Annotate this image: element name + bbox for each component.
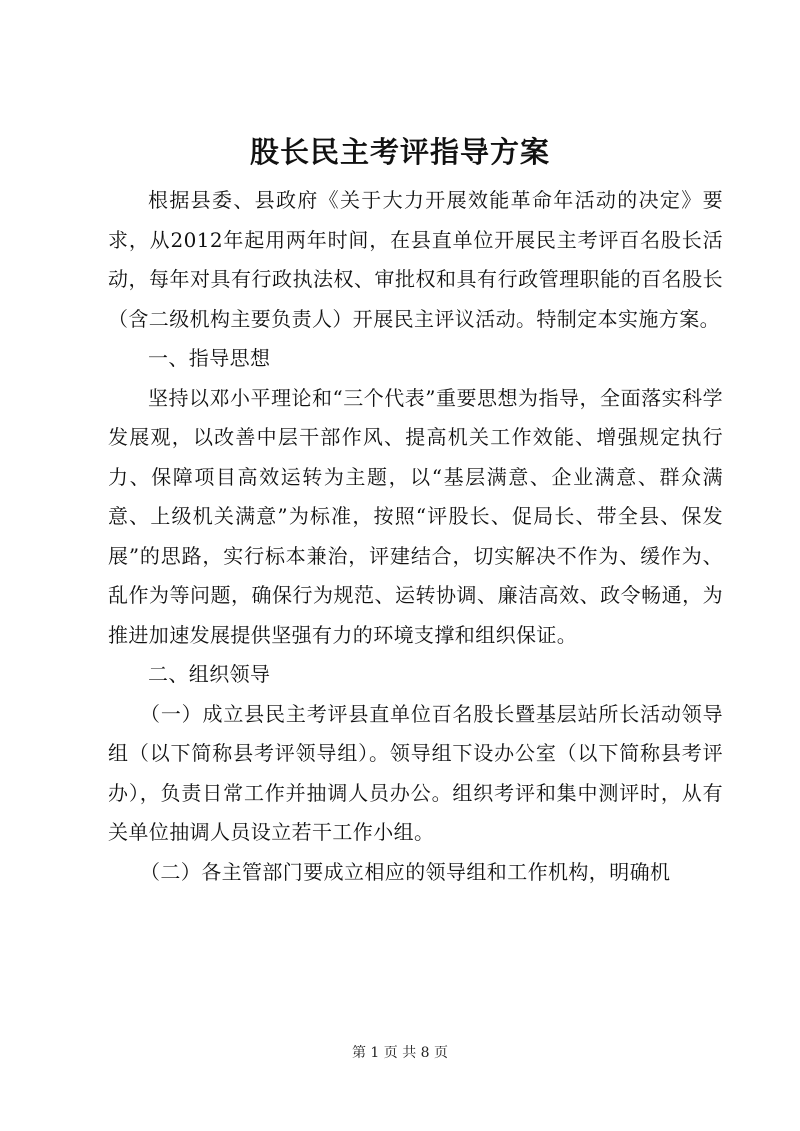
document-body	[108, 181, 723, 892]
section-heading-organization: 二、组织领导	[148, 662, 271, 686]
guiding-ideology-paragraph: 坚持以邓小平理论和“三个代表”重要思想为指导，全面落实科学发展观，以改善中层干部作风、提高机关工作效能、增强规定执行力、保障项目高效运转为主题，以“基层满意、企业满意、群众满意、上级机关满意”为标准，按照“评股长、促局长、带全县、保发展”的思路，实行标本兼治，评建结合，切实解决不作为、缓作为、乱作为等问题，确保行为规范、运转协调、廉洁高效、政令畅通，为推进加速发展提供坚强有力的环境支撑和组织保证。	[108, 385, 723, 647]
intro-paragraph: 根据县委、县政府《关于大力开展效能革命年活动的决定》要求，从2012年起用两年时间，在县直单位开展民主考评百名股长活动，每年对具有行政执法权、审批权和具有行政管理职能的百名股长（含二级机构主要负责人）开展民主评议活动。特制定本实施方案。	[108, 188, 723, 331]
organization-item-1: （一）成立县民主考评县直单位百名股长暨基层站所长活动领导组（以下简称县考评领导组）。领导组下设办公室（以下简称县考评办），负责日常工作并抽调人员办公。组织考评和集中测评时，从有关单位抽调人员设立若干工作小组。	[108, 701, 723, 844]
organization-item-2: （二）各主管部门要成立相应的领导组和工作机构，明确机	[140, 859, 671, 884]
page-number-footer: 第 1 页 共 8 页	[351, 1045, 449, 1061]
document-title: 股长民主考评指导方案	[249, 135, 550, 169]
section-heading-guiding-ideology: 一、指导思想	[148, 346, 271, 370]
